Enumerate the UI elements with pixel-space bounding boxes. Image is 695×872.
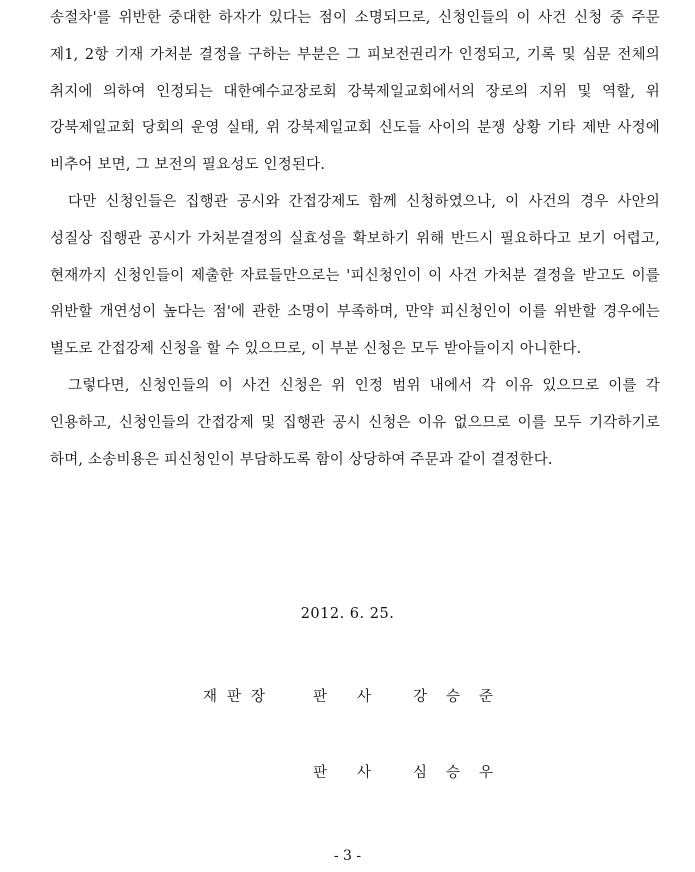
judge-title: 재판장 [203,689,276,705]
paragraph-conclusion: 그렇다면, 신청인들의 이 사건 신청은 위 인정 범위 내에서 각 이유 있으므로 이를 각 인용하고, 신청인들의 간접강제 및 집행관 공시 신청은 이유 없으므로 이를 모두 기각하기로 하며, 소송비용은 피신청인이 부담하도록 함이 상당하여 주문과 같이 결정한다. [50,377,660,468]
signature-row [0,761,695,783]
signature-row [0,685,695,707]
paragraph-enforcement: 다만 신청인들은 집행관 공시와 간접강제도 함께 신청하였으나, 이 사건의 경우 사안의 성질상 집행관 공시가 가처분결정의 실효성을 확보하기 위해 반드시 필요하다고 보기 어렵고, 현재까지 신청인들이 제출한 자료들만으로는 '피신청인이 이 사건 가처분 결정을 받고도 이를 위반할 개연성이 높다는 점'에 관한 소명이 부족하며, 만약 피신청인이 이를 위반할 경우에는 별도로 간접강제 신청을 할 수 있으므로, 이 부분 신청은 모두 받아들이지 아니한다. [50,193,660,358]
paragraph-continuation: 송절차'를 위반한 중대한 하자가 있다는 점이 소명되므로, 신청인들의 이 사건 신청 중 주문 제1, 2항 기재 가처분 결정을 구하는 부분은 그 피보전권리가 인정되고, 기록 및 심문 전체의 취지에 의하여 인정되는 대한예수교장로회 강북제일교회에서의 장로의 지위 및 역할, 위 강북제일교회 당회의 운영 실태, 위 강북제일교회 신도들 사이의 분쟁 상황 기타 제반 사정에 비추어 보면, 그 보전의 필요성도 인정된다. [50,10,660,174]
page-number: - 3 - [333,848,362,864]
judge-role: 판사 [313,765,402,781]
decision-date: 2012. 6. 25. [300,606,395,622]
judge-name: 심승우 [413,765,513,781]
judge-name: 강승준 [413,689,513,705]
judge-role: 판사 [313,689,402,705]
decision-body [50,0,660,478]
